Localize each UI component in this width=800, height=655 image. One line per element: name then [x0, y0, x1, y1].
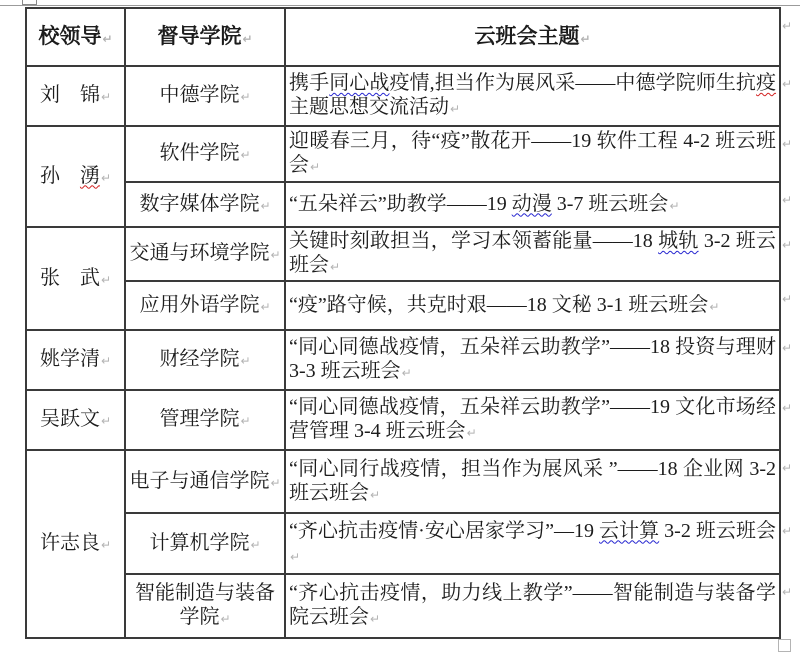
spellcheck-flagged-text: 城轨: [658, 230, 699, 252]
cell-text: 软件学院: [159, 142, 240, 164]
paragraph-mark-icon: ↵: [102, 31, 113, 46]
table-row: [26, 330, 780, 390]
topic-cell[interactable]: [285, 330, 780, 390]
college-cell[interactable]: [125, 182, 285, 227]
end-of-row-mark-icon: ↵: [782, 77, 793, 91]
cell-text: 计算机学院: [149, 531, 250, 554]
paragraph-mark-icon: ↵: [669, 198, 680, 213]
cell-text: 财经学院: [159, 348, 240, 370]
table-row: [26, 450, 780, 513]
spellcheck-flagged-text: 动漫: [511, 192, 552, 215]
table-row: [26, 66, 780, 126]
cell-text: “同心同行战疫情，担当作为展风采 ”——18 企业网 3-2 班云班会: [289, 457, 776, 504]
paragraph-mark-icon: ↵: [100, 90, 112, 104]
cell-text: “同心同德战疫情，五朵祥云助教学”——19 文化市场经营管理 3-4 班云班会: [289, 396, 776, 442]
paragraph-mark-icon: ↵: [709, 299, 720, 314]
header-cell-supervised-college[interactable]: [125, 8, 285, 66]
end-of-row-mark-icon: ↵: [782, 341, 793, 355]
table-header-row: [26, 8, 780, 66]
cloud-class-meeting-table: [25, 7, 781, 639]
spellcheck-flagged-text: 湧: [79, 164, 100, 187]
table-row: [26, 126, 780, 182]
header-label: 云班会主题: [474, 23, 580, 48]
cell-text: 携手: [289, 72, 330, 94]
college-cell[interactable]: [125, 227, 285, 281]
college-cell[interactable]: [125, 513, 285, 574]
leader-cell[interactable]: [26, 66, 125, 126]
paragraph-mark-icon: ↵: [270, 248, 281, 262]
spellcheck-flagged-text: 同心战: [329, 72, 390, 94]
cell-text: 张 武: [39, 266, 100, 289]
end-of-row-mark-icon: ↵: [782, 137, 793, 151]
table-resize-handle[interactable]: [778, 639, 791, 652]
end-of-row-mark-icon: ↵: [782, 461, 793, 475]
cell-text: “疫”路守候，共克时艰——18 文秘 3-1 班云班会: [289, 293, 709, 316]
paragraph-mark-icon: ↵: [240, 354, 251, 368]
paragraph-mark-icon: ↵: [370, 612, 381, 626]
leader-cell[interactable]: [26, 227, 125, 330]
cell-text: 主题思想交流活动: [289, 96, 449, 118]
paragraph-mark-icon: ↵: [100, 354, 112, 368]
cell-text: 智能制造与装备学院: [135, 582, 275, 628]
topic-cell[interactable]: [285, 182, 780, 227]
cell-text: “齐心抗击疫情，助力线上教学”——智能制造与装备学院云班会: [289, 582, 776, 628]
topic-cell[interactable]: [285, 281, 780, 330]
table-row: [26, 227, 780, 281]
leader-cell[interactable]: [26, 390, 125, 450]
end-of-row-mark-icon: ↵: [782, 238, 793, 252]
college-cell[interactable]: [125, 330, 285, 390]
table-row: [26, 574, 780, 638]
table-row: [26, 390, 780, 450]
cell-text: “五朵祥云”助教学——19: [289, 192, 512, 215]
end-of-row-mark-icon: ↵: [782, 585, 793, 599]
paragraph-mark-icon: ↵: [450, 102, 461, 116]
leader-cell[interactable]: [26, 126, 125, 227]
cell-text: 交通与环境学院: [129, 242, 270, 264]
college-cell[interactable]: [125, 126, 285, 182]
table-move-handle-icon[interactable]: [22, 0, 37, 5]
table-row: [26, 281, 780, 330]
paragraph-mark-icon: ↵: [240, 90, 251, 104]
table-row: [26, 513, 780, 574]
paragraph-mark-icon: ↵: [260, 299, 271, 314]
college-cell[interactable]: [125, 574, 285, 638]
paragraph-mark-icon: ↵: [466, 426, 477, 440]
college-cell[interactable]: [125, 66, 285, 126]
topic-cell[interactable]: [285, 390, 780, 450]
paragraph-mark-icon: ↵: [370, 487, 381, 502]
paragraph-mark-icon: ↵: [100, 170, 112, 185]
topic-cell[interactable]: [285, 574, 780, 638]
page-text-boundary-line: [0, 5, 800, 6]
paragraph-mark-icon: ↵: [220, 612, 231, 626]
cell-text: 刘 锦: [39, 84, 100, 106]
spellcheck-flagged-text: 云计算: [599, 519, 660, 542]
cell-text: 关键时刻敢担当，学习本领蓄能量——18: [289, 230, 659, 252]
paragraph-mark-icon: ↵: [401, 366, 412, 380]
leader-cell[interactable]: [26, 450, 125, 638]
cell-text: “同心同德战疫情，五朵祥云助教学”——18 投资与理财 3-3 班云班会: [289, 336, 776, 382]
college-cell[interactable]: [125, 281, 285, 330]
paragraph-mark-icon: ↵: [240, 414, 251, 428]
cell-text: 姚学清: [39, 348, 100, 370]
paragraph-mark-icon: ↵: [100, 414, 112, 428]
cell-text: 孙: [39, 164, 80, 187]
cell-text: 3-2 班云班会: [659, 519, 776, 542]
cell-text: 电子与通信学院: [129, 469, 270, 492]
cell-text: 数字媒体学院: [139, 192, 260, 215]
cell-text: 3-2 班云班会: [289, 230, 776, 276]
topic-cell[interactable]: [285, 513, 780, 574]
topic-cell[interactable]: [285, 450, 780, 513]
paragraph-mark-icon: ↵: [260, 198, 271, 213]
paragraph-mark-icon: ↵: [580, 31, 591, 46]
cell-text: 应用外语学院: [139, 293, 260, 316]
header-label: 校领导: [38, 23, 102, 48]
topic-cell[interactable]: [285, 227, 780, 281]
cell-text: 吴跃文: [39, 408, 100, 430]
paragraph-mark-icon: ↵: [100, 538, 112, 552]
paragraph-mark-icon: ↵: [242, 31, 253, 46]
cell-text: 疫情,担当作为展风采——中德学院师生抗: [389, 72, 757, 94]
paragraph-mark-icon: ↵: [310, 160, 321, 174]
cell-text: “齐心抗击疫情·安心居家学习”—19: [289, 519, 600, 542]
topic-cell[interactable]: [285, 126, 780, 182]
end-of-row-mark-icon: ↵: [782, 19, 793, 33]
cell-text: 3-7 班云班会: [551, 192, 669, 215]
paragraph-mark-icon: ↵: [290, 549, 301, 564]
spellcheck-flagged-text: 疫: [756, 72, 777, 94]
end-of-row-mark-icon: ↵: [782, 524, 793, 538]
cell-text: 迎暖春三月，待“疫”散花开——19 软件工程 4-2 班云班会: [289, 130, 776, 176]
end-of-row-mark-icon: ↵: [782, 193, 793, 207]
leader-cell[interactable]: [26, 330, 125, 390]
header-cell-school-leader[interactable]: [26, 8, 125, 66]
cell-text: 管理学院: [159, 408, 240, 430]
header-label: 督导学院: [157, 23, 242, 48]
cell-text: 中德学院: [159, 84, 240, 106]
college-cell[interactable]: [125, 390, 285, 450]
table-row: [26, 182, 780, 227]
header-cell-meeting-topic[interactable]: [285, 8, 780, 66]
topic-cell[interactable]: [285, 66, 780, 126]
college-cell[interactable]: [125, 450, 285, 513]
paragraph-mark-icon: ↵: [240, 148, 251, 162]
paragraph-mark-icon: ↵: [270, 475, 281, 490]
paragraph-mark-icon: ↵: [250, 537, 261, 552]
end-of-row-mark-icon: ↵: [782, 292, 793, 306]
cell-text: 许志良: [39, 532, 100, 554]
paragraph-mark-icon: ↵: [100, 272, 112, 287]
end-of-row-mark-icon: ↵: [782, 401, 793, 415]
paragraph-mark-icon: ↵: [330, 260, 341, 274]
